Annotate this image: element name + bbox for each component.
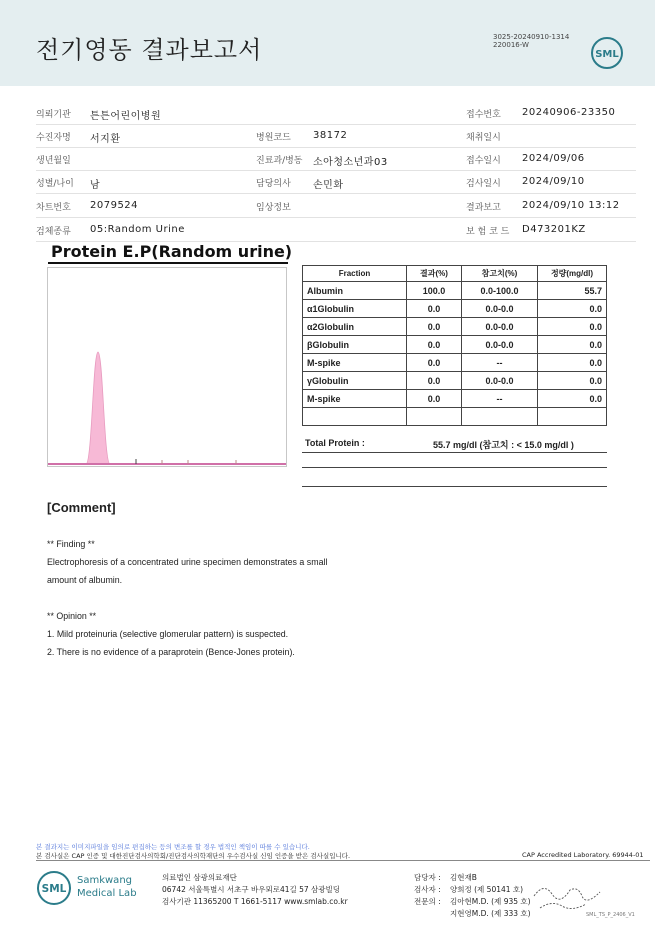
info-value: 20240906-23350 — [522, 107, 616, 118]
info-label: 생년월일 — [36, 156, 71, 166]
cap-accreditation: CAP Accredited Laboratory. 69944-01 — [522, 851, 644, 859]
result-row — [303, 282, 607, 300]
divider — [302, 467, 607, 468]
info-row — [36, 218, 636, 242]
result-quant: 0.0 — [538, 354, 607, 372]
info-value: 38172 — [313, 130, 348, 141]
org-contact: 검사기관 11365200 T 1661-5117 www.smlab.co.kr — [162, 897, 348, 906]
info-value: D473201KZ — [522, 224, 586, 235]
results-table — [302, 265, 607, 426]
sml-logo-icon — [590, 36, 624, 70]
col-reference: 참고치(%) — [462, 266, 538, 282]
result-result: 100.0 — [407, 282, 462, 300]
info-label: 진료과/병동 — [256, 156, 303, 166]
finding-line: amount of albumin. — [47, 575, 123, 586]
divider — [302, 452, 607, 453]
info-label: 의뢰기관 — [36, 110, 71, 120]
result-quant: 0.0 — [538, 336, 607, 354]
result-ref: -- — [462, 390, 538, 408]
albumin-peak — [86, 352, 110, 464]
info-label: 임상정보 — [256, 203, 291, 213]
samkwang-logo-text: SML — [41, 883, 67, 895]
result-result: 0.0 — [407, 372, 462, 390]
result-fraction: M-spike — [303, 390, 407, 408]
info-row — [36, 170, 636, 194]
info-label: 보 험 코 드 — [466, 227, 510, 237]
info-value: 서지환 — [90, 134, 121, 145]
staff-name: 김현재B — [450, 873, 477, 882]
info-label: 결과보고 — [466, 203, 501, 213]
result-ref: 0.0-100.0 — [462, 282, 538, 300]
staff-role: 전문의 : — [414, 897, 441, 906]
result-result: 0.0 — [407, 390, 462, 408]
result-result: 0.0 — [407, 300, 462, 318]
col-result: 결과(%) — [407, 266, 462, 282]
result-fraction: α2Globulin — [303, 318, 407, 336]
report-title: 전기영동 결과보고서 — [36, 36, 263, 64]
info-label: 접수일시 — [466, 156, 501, 166]
info-value: 남 — [90, 180, 101, 191]
staff-name: 지현영M.D. (제 333 호) — [450, 909, 531, 918]
result-row — [303, 318, 607, 336]
result-quant: 55.7 — [538, 282, 607, 300]
info-label: 접수번호 — [466, 110, 501, 120]
info-row — [36, 147, 636, 171]
result-row — [303, 354, 607, 372]
electropherogram-svg — [48, 268, 286, 466]
info-label: 담당의사 — [256, 179, 291, 189]
col-quantity: 정량(mg/dl) — [538, 266, 607, 282]
result-row — [303, 300, 607, 318]
info-label: 차트번호 — [36, 203, 71, 213]
total-protein-value: 55.7 mg/dl (참고치 : < 15.0 mg/dl ) — [433, 440, 574, 450]
result-ref: 0.0-0.0 — [462, 372, 538, 390]
result-fraction: α1Globulin — [303, 300, 407, 318]
document-id-line1: 3025-20240910-1314 — [493, 33, 570, 41]
result-fraction: Albumin — [303, 282, 407, 300]
document-id-line2: 220016-W — [493, 41, 529, 49]
info-label: 검체종류 — [36, 227, 71, 237]
result-quant: 0.0 — [538, 372, 607, 390]
result-quant: 0.0 — [538, 300, 607, 318]
sml-logo-text: SML — [595, 49, 619, 60]
samkwang-logo-icon — [36, 870, 72, 906]
result-result: 0.0 — [407, 336, 462, 354]
info-value: 2024/09/10 13:12 — [522, 200, 620, 211]
total-protein — [305, 438, 603, 448]
result-result: 0.0 — [407, 354, 462, 372]
divider — [302, 486, 607, 487]
result-fraction: γGlobulin — [303, 372, 407, 390]
footer-notice-1: 본 결과지는 이미지파일을 임의로 편집하는 등의 변조를 할 경우 법적인 책임이 따를 수 있습니다. — [36, 843, 310, 851]
document-id — [493, 33, 569, 49]
opinion-heading: ** Opinion ** — [47, 611, 97, 622]
info-label: 수진자명 — [36, 133, 71, 143]
result-quant: 0.0 — [538, 390, 607, 408]
info-value: 2024/09/06 — [522, 153, 585, 164]
footer-divider — [36, 860, 650, 861]
result-fraction: βGlobulin — [303, 336, 407, 354]
info-label: 병원코드 — [256, 133, 291, 143]
opinion-line: 2. There is no evidence of a paraprotein (Bence-Jones protein). — [47, 647, 295, 658]
info-value: 튼튼어린이병원 — [90, 111, 162, 122]
result-result — [407, 408, 462, 426]
info-label: 성별/나이 — [36, 179, 74, 189]
form-code: SML_TS_P_2406_V1 — [586, 912, 635, 918]
opinion-line: 1. Mild proteinuria (selective glomerular pattern) is suspected. — [47, 629, 289, 640]
finding-heading: ** Finding ** — [47, 539, 95, 550]
info-value: 05:Random Urine — [90, 224, 185, 235]
result-row — [303, 372, 607, 390]
result-row — [303, 408, 607, 426]
finding-line: Electrophoresis of a concentrated urine specimen demonstrates a small — [47, 557, 328, 568]
org-address: 06742 서울특별시 서초구 바우뫼로41길 57 삼광빌딩 — [162, 885, 341, 894]
brand-line-1: Samkwang — [77, 875, 132, 886]
total-protein-label: Total Protein : — [305, 438, 365, 448]
staff-role: 담당자 : — [414, 873, 441, 882]
staff-name: 김아현M.D. (제 935 호) — [450, 897, 531, 906]
result-ref: -- — [462, 354, 538, 372]
result-quant: 0.0 — [538, 318, 607, 336]
info-row — [36, 124, 636, 148]
protein-ep-title: Protein E.P(Random urine) — [51, 242, 293, 261]
info-label: 채취일시 — [466, 133, 501, 143]
info-row — [36, 194, 636, 218]
result-result: 0.0 — [407, 318, 462, 336]
result-quant — [538, 408, 607, 426]
signature-icon — [530, 876, 610, 916]
result-row — [303, 336, 607, 354]
comment-title: [Comment] — [47, 500, 116, 515]
col-fraction: Fraction — [303, 266, 407, 282]
info-value: 2079524 — [90, 200, 139, 211]
info-label: 검사일시 — [466, 179, 501, 189]
result-ref — [462, 408, 538, 426]
brand-line-2: Medical Lab — [77, 888, 137, 899]
info-value: 2024/09/10 — [522, 176, 585, 187]
results-header-row — [303, 266, 607, 282]
electropherogram — [47, 267, 287, 467]
staff-role: 검사자 : — [414, 885, 441, 894]
result-ref: 0.0-0.0 — [462, 336, 538, 354]
info-value: 손민화 — [313, 180, 344, 191]
result-fraction — [303, 408, 407, 426]
title-underline — [48, 262, 288, 264]
result-row — [303, 390, 607, 408]
result-fraction: M-spike — [303, 354, 407, 372]
info-value: 소아청소년과03 — [313, 157, 388, 168]
footer-notice-2: 본 검사실은 CAP 인증 및 대한진단검사의학회/진단검사의학재단의 우수검사실 신임 인증을 받은 검사실입니다. — [36, 852, 351, 860]
result-ref: 0.0-0.0 — [462, 318, 538, 336]
staff-name: 양희정 (제 50141 호) — [450, 885, 524, 894]
info-row — [36, 101, 636, 125]
org-name: 의료법인 삼광의료재단 — [162, 873, 237, 882]
result-ref: 0.0-0.0 — [462, 300, 538, 318]
